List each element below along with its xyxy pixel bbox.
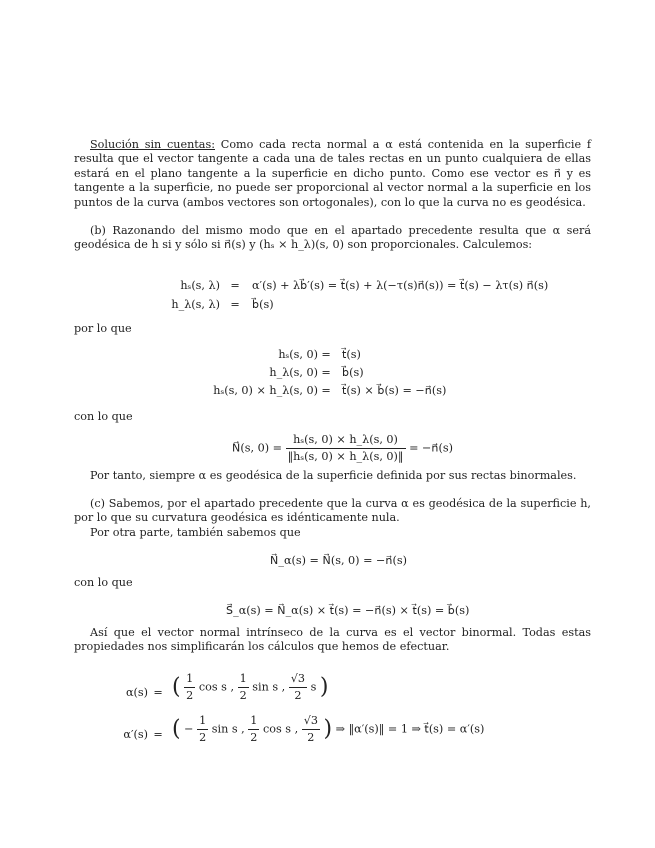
eq3-denominator: ‖hₛ(s, 0) × h_λ(s, 0)‖ xyxy=(287,450,404,463)
eq2-rel-3: = xyxy=(321,384,331,397)
paragraph-part-b: (b) Razonando del mismo modo que en el apartado precedente resulta que α será geodésica de h si y sólo si n⃗(s) y (hₛ × h_λ)(s, 0) son proporcionales. Calculemos: xyxy=(74,224,591,252)
eq6-rhs-1: ( $\frac{1}{2}$ cos s , $\frac{1}{2}$ sin s , $\frac{√3}{2}$ s ) xyxy=(172,672,329,702)
eq3-lhs: N⃗(s, 0) = xyxy=(232,441,282,455)
paragraph-solution xyxy=(74,138,591,210)
eq1-lhs-1: hₛ(s, λ) xyxy=(180,279,220,292)
paragraph-otra-parte: Por otra parte, también sabemos que xyxy=(90,526,301,539)
text-por-lo-que: por lo que xyxy=(74,322,132,335)
eq2-lhs-2: h_λ(s, 0) xyxy=(269,366,318,379)
eq2-rhs-3: t⃗(s) × b⃗(s) = −n⃗(s) xyxy=(342,384,447,397)
solution-label: Solución sin cuentas: xyxy=(90,138,215,151)
eq2-lhs-3: hₛ(s, 0) × h_λ(s, 0) xyxy=(213,384,318,397)
paragraph-binormal: Así que el vector normal intrínseco de la curva es el vector binormal. Todas estas propiedades nos simplificarán los cálculos que hemos de efectuar. xyxy=(74,626,591,654)
eq6-rhs-2: ( − $\frac{1}{2}$ sin s , $\frac{1}{2}$ cos s , $\frac{√3}{2}$ ) ⇒ ‖α′(s)‖ = 1 ⇒ t⃗(s) = α′(s) xyxy=(172,714,485,744)
eq1-rhs-2: b⃗(s) xyxy=(252,298,274,311)
eq1-rel-1: = xyxy=(230,279,240,292)
eq3-rhs: = −n⃗(s) xyxy=(409,441,453,455)
eq2-rel-2: = xyxy=(321,366,331,379)
eq2-rel-1: = xyxy=(321,348,331,361)
eq3-fraction xyxy=(286,433,406,464)
eq6-lhs-2: α′(s) xyxy=(123,728,148,741)
text-con-lo-que-2: con lo que xyxy=(74,576,133,589)
eq2-rhs-1: t⃗(s) xyxy=(342,348,361,361)
eq1-lhs-2: h_λ(s, λ) xyxy=(171,298,220,311)
solution-text: Como cada recta normal a α está contenida en la superficie f resulta que el vector tangente a cada una de tales rectas en un punto cualquiera de ellas estará en el plano tangente a la superficie en dicho punto. Como ese vector es n⃗ y es tangente a la superficie, no puede ser proporcional al vector normal a la superficie en los puntos de la curva (ambos vectores son ortogonales), con lo que la curva no es geodésica. xyxy=(74,138,591,209)
paragraph-conclusion-b: Por tanto, siempre α es geodésica de la superficie definida por sus rectas binormales. xyxy=(90,469,577,482)
eq2-rhs-2: b⃗(s) xyxy=(342,366,364,379)
equation-intrinsic-normal: S⃗_α(s) = N⃗_α(s) × t⃗(s) = −n⃗(s) × t⃗(s) = b⃗(s) xyxy=(226,604,470,617)
text-con-lo-que-1: con lo que xyxy=(74,410,133,423)
eq1-rel-2: = xyxy=(230,298,240,311)
eq6-rel-2: = xyxy=(153,728,163,741)
eq3-numerator: hₛ(s, 0) × h_λ(s, 0) xyxy=(286,433,406,449)
paragraph-part-c: (c) Sabemos, por el apartado precedente que la curva α es geodésica de la superficie h, por lo que su curvatura geodésica es idénticamente nula. xyxy=(74,497,591,525)
eq6-rel-1: = xyxy=(153,686,163,699)
equation-normal-field xyxy=(232,433,453,464)
equation-normal-alpha: N⃗_α(s) = N⃗(s, 0) = −n⃗(s) xyxy=(270,554,407,567)
eq6-lhs-1: α(s) xyxy=(125,686,148,699)
eq2-lhs-1: hₛ(s, 0) xyxy=(278,348,318,361)
eq1-rhs-1: α′(s) + λb⃗′(s) = t⃗(s) + λ(−τ(s)n⃗(s)) = t⃗(s) − λτ(s) n⃗(s) xyxy=(252,279,549,292)
